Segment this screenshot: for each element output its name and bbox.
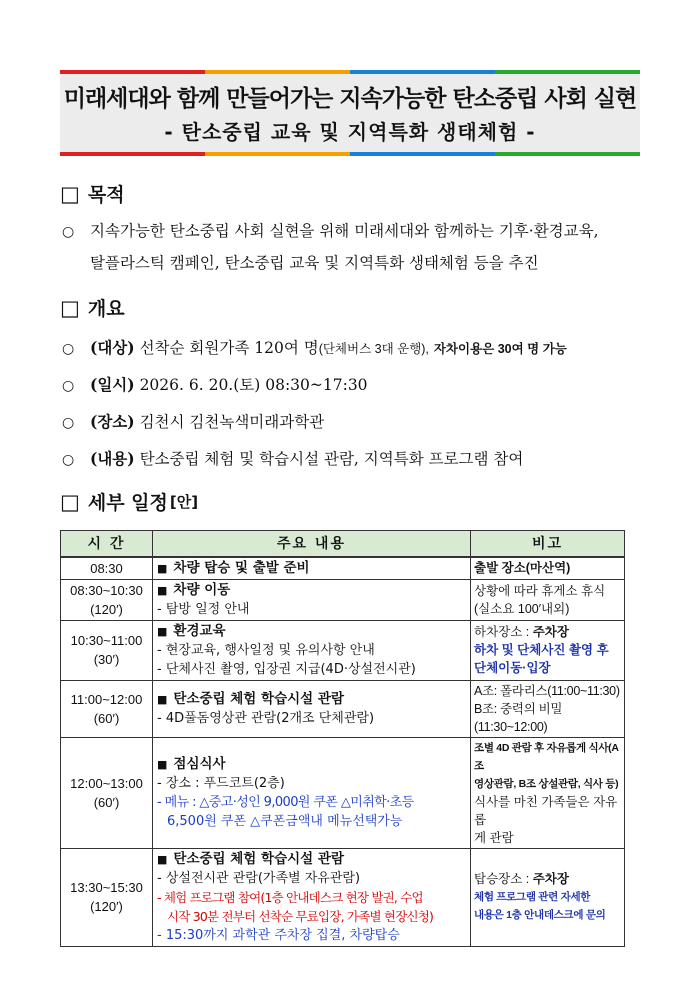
note-text: 체험 프로그램 관련 자세한 (474, 891, 591, 903)
row-content (153, 579, 471, 620)
row-note (471, 680, 625, 737)
row-time (61, 848, 153, 946)
row-line: - 체험 프로그램 참여(1층 안내데스크 현장 발권, 수업 (157, 889, 423, 905)
header-content: 주요 내용 (153, 531, 471, 557)
note-value: 주차장 (532, 872, 569, 886)
row-content (153, 620, 471, 680)
bar-segment-green (495, 152, 640, 156)
row-line: - 장소 : 푸드코트(2층) (157, 775, 285, 791)
row-content (153, 848, 471, 946)
item-text: 김천시 김천녹색미래과학관 (139, 413, 325, 431)
item-label: (일시) (90, 375, 135, 394)
row-title: 탄소중립 체험 학습시설 관람 (173, 690, 344, 707)
row-content (153, 557, 471, 580)
black-square-icon: ■ (157, 852, 168, 866)
section-title-suffix: [안] (169, 493, 199, 511)
bullet-circle-icon: ○ (62, 341, 75, 357)
section-title: 목적 (87, 184, 125, 206)
purpose-paragraph (62, 216, 647, 279)
black-square-icon: ■ (157, 624, 168, 638)
item-note: (단체버스 3대 운행), (318, 342, 429, 356)
row-note (471, 737, 625, 848)
row-line: 시작 30분 전부터 선착순 무료입장, 가족별 현장신청) (167, 908, 434, 924)
checkbox-square-icon: □ (60, 489, 80, 514)
note-text: (실소요 100′내외) (474, 601, 570, 616)
row-time (61, 620, 153, 680)
section-title: 개요 (87, 298, 125, 320)
checkbox-square-icon: □ (60, 181, 80, 206)
time-duration: (60′) (93, 710, 120, 726)
title-banner (60, 70, 640, 156)
table-row (61, 848, 625, 946)
row-title: 점심식사 (173, 755, 226, 772)
item-label: (장소) (90, 412, 135, 431)
title-color-bar-bottom (60, 152, 640, 156)
overview-item-content (62, 441, 647, 478)
row-time (61, 680, 153, 737)
row-note (471, 848, 625, 946)
item-text: 2026. 6. 20.(토) 08:30~17:30 (139, 376, 368, 394)
overview-item-target (62, 330, 647, 367)
time-duration: (120′) (90, 899, 123, 914)
row-line: - 탐방 일정 안내 (157, 601, 250, 617)
time-range: 08:30~10:30 (70, 582, 143, 598)
section-heading-overview (60, 294, 125, 321)
time-range: 10:30~11:00 (70, 633, 143, 648)
time-duration: (60′) (93, 794, 120, 810)
bar-segment-blue (350, 152, 495, 156)
overview-list (62, 330, 647, 478)
note-text: 식사를 마친 가족들은 자유롭 (474, 794, 618, 827)
page-title: 미래세대와 함께 만들어가는 지속가능한 탄소중립 사회 실현 (63, 86, 637, 112)
row-time (61, 737, 153, 848)
note-text: 출발 장소(마산역) (474, 561, 571, 575)
item-text: 탄소중립 체험 및 학습시설 관람, 지역특화 프로그램 참여 (139, 450, 524, 468)
table-row (61, 737, 625, 848)
note-text: 게 관람 (474, 830, 514, 845)
row-content (153, 737, 471, 848)
table-row (61, 620, 625, 680)
note-text: 내용은 1층 안내데스크에 문의 (474, 909, 606, 921)
note-value: 주차장 (532, 625, 569, 639)
section-title: 세부 일정 (87, 492, 168, 514)
row-note (471, 557, 625, 580)
row-title: 차량 탑승 및 출발 준비 (173, 559, 310, 576)
black-square-icon: ■ (157, 692, 168, 706)
row-line: - 상설전시관 관람(가족별 자유관람) (157, 870, 361, 886)
time-range: 11:00~12:00 (70, 691, 143, 707)
bullet-circle-icon: ○ (62, 452, 75, 468)
header-note: 비고 (471, 531, 625, 557)
bullet-circle-icon: ○ (62, 224, 75, 240)
page-subtitle: - 탄소중립 교육 및 지역특화 생태체험 - (164, 120, 536, 144)
note-text: 조별 4D 관람 후 자유롭게 식사(A조 (474, 741, 619, 772)
overview-item-date (62, 367, 647, 404)
time-duration: (30′) (93, 652, 120, 667)
row-note (471, 579, 625, 620)
time-range: 12:00~13:00 (70, 775, 143, 791)
row-line: - 메뉴 : △중고·성인 9,000원 쿠폰 △미취학·초등 (157, 794, 414, 810)
time-duration: (120′) (90, 601, 123, 617)
header-time: 시 간 (61, 531, 153, 557)
note-label: 탑승장소 : (474, 872, 530, 886)
section-heading-schedule (60, 488, 198, 515)
row-time (61, 579, 153, 620)
schedule-table (60, 530, 625, 947)
item-emphasis: 자차이용은 30여 명 가능 (433, 342, 567, 356)
row-title: 환경교육 (173, 622, 226, 639)
row-note (471, 620, 625, 680)
table-row (61, 557, 625, 580)
row-time: 08:30 (61, 557, 153, 580)
overview-item-place (62, 404, 647, 441)
bullet-circle-icon: ○ (62, 415, 75, 431)
table-header-row (61, 531, 625, 557)
note-text: 영상관람, B조 상설관람, 식사 등) (474, 777, 619, 790)
bullet-circle-icon: ○ (62, 378, 75, 394)
row-title: 차량 이동 (173, 581, 231, 598)
purpose-line: 지속가능한 탄소중립 사회 실현을 위해 미래세대와 함께하는 기후·환경교육, (90, 222, 599, 240)
item-label: (내용) (90, 449, 135, 468)
item-text: 선착순 회원가족 120여 명 (139, 339, 319, 357)
purpose-line: 탈플라스틱 캠페인, 탄소중립 교육 및 지역특화 생태체험 등을 추진 (90, 254, 539, 272)
note-text: 단체이동·입장 (474, 661, 551, 675)
table-row (61, 680, 625, 737)
row-title: 탄소중립 체험 학습시설 관람 (173, 850, 344, 867)
note-text: A조: 폴라리스(11:00~11:30) (474, 683, 620, 698)
time-range: 13:30~15:30 (70, 880, 143, 895)
black-square-icon: ■ (157, 561, 168, 575)
section-heading-purpose (60, 180, 125, 207)
black-square-icon: ■ (157, 583, 168, 597)
row-line: - 현장교육, 행사일정 및 유의사항 안내 (157, 642, 375, 658)
note-text: 하차 및 단체사진 촬영 후 (474, 643, 609, 657)
note-text: 상황에 따라 휴게소 휴식 (474, 583, 606, 598)
bar-segment-orange (205, 152, 350, 156)
bar-segment-red (60, 152, 205, 156)
row-content (153, 680, 471, 737)
row-line: - 15:30까지 과학관 주차장 집결, 차량탑승 (157, 927, 400, 943)
table-row (61, 579, 625, 620)
row-line: - 단체사진 촬영, 입장권 지급(4D·상설전시관) (157, 661, 416, 677)
checkbox-square-icon: □ (60, 295, 80, 320)
item-label: (대상) (90, 338, 135, 357)
row-line: 6,500원 쿠폰 △쿠폰금액내 메뉴선택가능 (167, 813, 403, 829)
note-text: B조: 중력의 비밀(11:30~12:00) (474, 701, 563, 734)
note-label: 하차장소 : (474, 625, 530, 639)
black-square-icon: ■ (157, 757, 168, 771)
row-line: - 4D풀돔영상관 관람(2개조 단체관람) (157, 710, 375, 726)
